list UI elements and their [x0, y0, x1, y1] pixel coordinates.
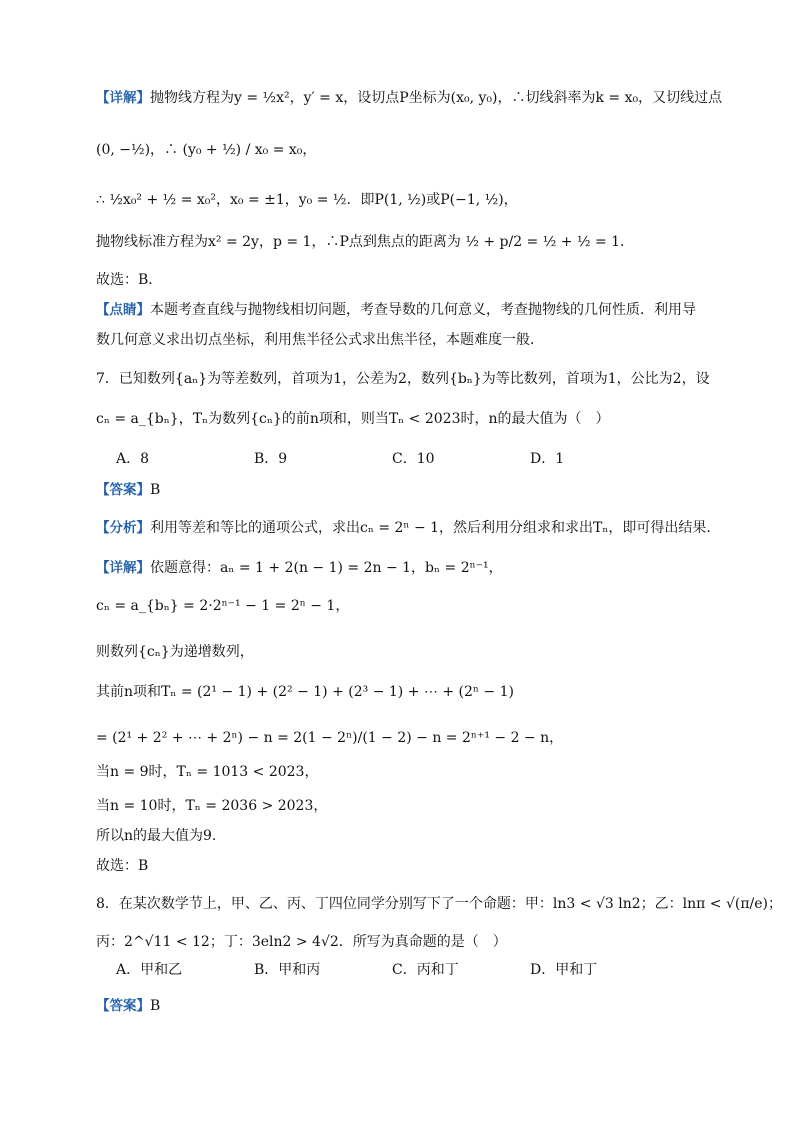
- line-content: = (2¹ + 2² + ⋯ + 2ⁿ) − n = 2(1 − 2ⁿ)/(1 − 2) − n = 2ⁿ⁺¹ − 2 − n，: [96, 730, 564, 746]
- line-content: cₙ = a_{bₙ} = 2·2ⁿ⁻¹ − 1 = 2ⁿ − 1，: [96, 598, 350, 614]
- text-line: [96, 894, 782, 914]
- line-content: 利用等差和等比的通项公式，求出cₙ = 2ⁿ − 1，然后利用分组求和求出Tₙ，即可得出结果.: [150, 520, 711, 536]
- text-line: [96, 270, 706, 290]
- text-line: [96, 480, 706, 500]
- line-content: 抛物线标准方程为x² = 2y，p = 1，∴P点到焦点的距离为 ½ + p/2 = ½ + ½ = 1．: [96, 234, 635, 250]
- text-line: [96, 856, 706, 876]
- text-line: [116, 449, 726, 469]
- text-line: [116, 960, 726, 980]
- text-line: [96, 232, 706, 252]
- section-tag: 【答案】: [96, 998, 150, 1014]
- text-line: [96, 826, 706, 846]
- line-content: cₙ = a_{bₙ}，Tₙ为数列{cₙ}的前n项和，则当Tₙ < 2023时，n的最大值为（ ）: [96, 411, 610, 427]
- line-content: 故选：B．: [96, 272, 163, 288]
- section-tag: 【分析】: [96, 520, 150, 536]
- text-line: [96, 682, 706, 702]
- line-content: 本题考查直线与抛物线相切问题，考查导数的几何意义，考查抛物线的几何性质．利用导: [150, 302, 696, 318]
- text-line: [96, 642, 706, 662]
- line-content: 所以n的最大值为9.: [96, 828, 217, 844]
- text-line: [96, 762, 706, 782]
- line-content: 丙：2^√11 < 12；丁：3eln2 > 4√2．所写为真命题的是（ ）: [96, 934, 507, 950]
- text-line: [96, 932, 706, 952]
- line-content: 当n = 10时，Tₙ = 2036 > 2023，: [96, 798, 328, 814]
- text-line: [96, 558, 706, 578]
- section-tag: 【答案】: [96, 482, 150, 498]
- answer-option: C．10: [392, 451, 435, 467]
- text-line: [96, 518, 711, 538]
- text-line: [96, 996, 706, 1016]
- section-tag: 【详解】: [96, 560, 150, 576]
- line-content: B: [150, 998, 161, 1014]
- text-line: [96, 190, 706, 210]
- text-line: [96, 796, 706, 816]
- line-content: 数几何意义求出切点坐标，利用焦半径公式求出焦半径，本题难度一般．: [96, 332, 544, 348]
- line-content: 抛物线方程为y = ½x²，y′ = x，设切点P坐标为(x₀, y₀)，∴切线斜率为k = x₀，又切线过点: [150, 90, 723, 106]
- answer-option: D．甲和丁: [530, 962, 598, 978]
- section-tag: 【详解】: [96, 90, 150, 106]
- answer-option: A．甲和乙: [116, 962, 183, 978]
- text-line: [96, 369, 710, 389]
- line-content: 7．已知数列{aₙ}为等差数列，首项为1，公差为2，数列{bₙ}为等比数列，首项为1，公比为2，设: [96, 371, 710, 387]
- text-line: [96, 596, 706, 616]
- line-content: (0, −½)，∴ (y₀ + ½) / x₀ = x₀，: [96, 142, 317, 158]
- text-line: [96, 728, 706, 748]
- answer-option: C．丙和丁: [392, 962, 459, 978]
- text-line: [96, 140, 706, 160]
- line-content: 8．在某次数学节上，甲、乙、丙、丁四位同学分别写下了一个命题：甲：ln3 < √3 ln2；乙：lnπ < √(π/e)；: [96, 896, 782, 912]
- answer-option: A．8: [116, 451, 150, 467]
- answer-option: B．甲和丙: [254, 962, 321, 978]
- line-content: B: [150, 482, 161, 498]
- answer-option: B．9: [254, 451, 288, 467]
- line-content: 其前n项和Tₙ = (2¹ − 1) + (2² − 1) + (2³ − 1) + ⋯ + (2ⁿ − 1): [96, 684, 514, 700]
- text-line: [96, 88, 723, 108]
- line-content: 故选：B: [96, 858, 149, 874]
- section-tag: 【点睛】: [96, 302, 150, 318]
- line-content: 当n = 9时，Tₙ = 1013 < 2023，: [96, 764, 319, 780]
- text-line: [96, 300, 706, 320]
- line-content: 依题意得：aₙ = 1 + 2(n − 1) = 2n − 1，bₙ = 2ⁿ⁻¹，: [150, 560, 503, 576]
- line-content: 则数列{cₙ}为递增数列，: [96, 644, 254, 660]
- text-line: [96, 409, 706, 429]
- text-line: [96, 330, 706, 350]
- line-content: ∴ ½x₀² + ½ = x₀²，x₀ = ±1，y₀ = ½．即P(1, ½)或P(−1, ½)，: [96, 192, 518, 208]
- answer-option: D．1: [530, 451, 565, 467]
